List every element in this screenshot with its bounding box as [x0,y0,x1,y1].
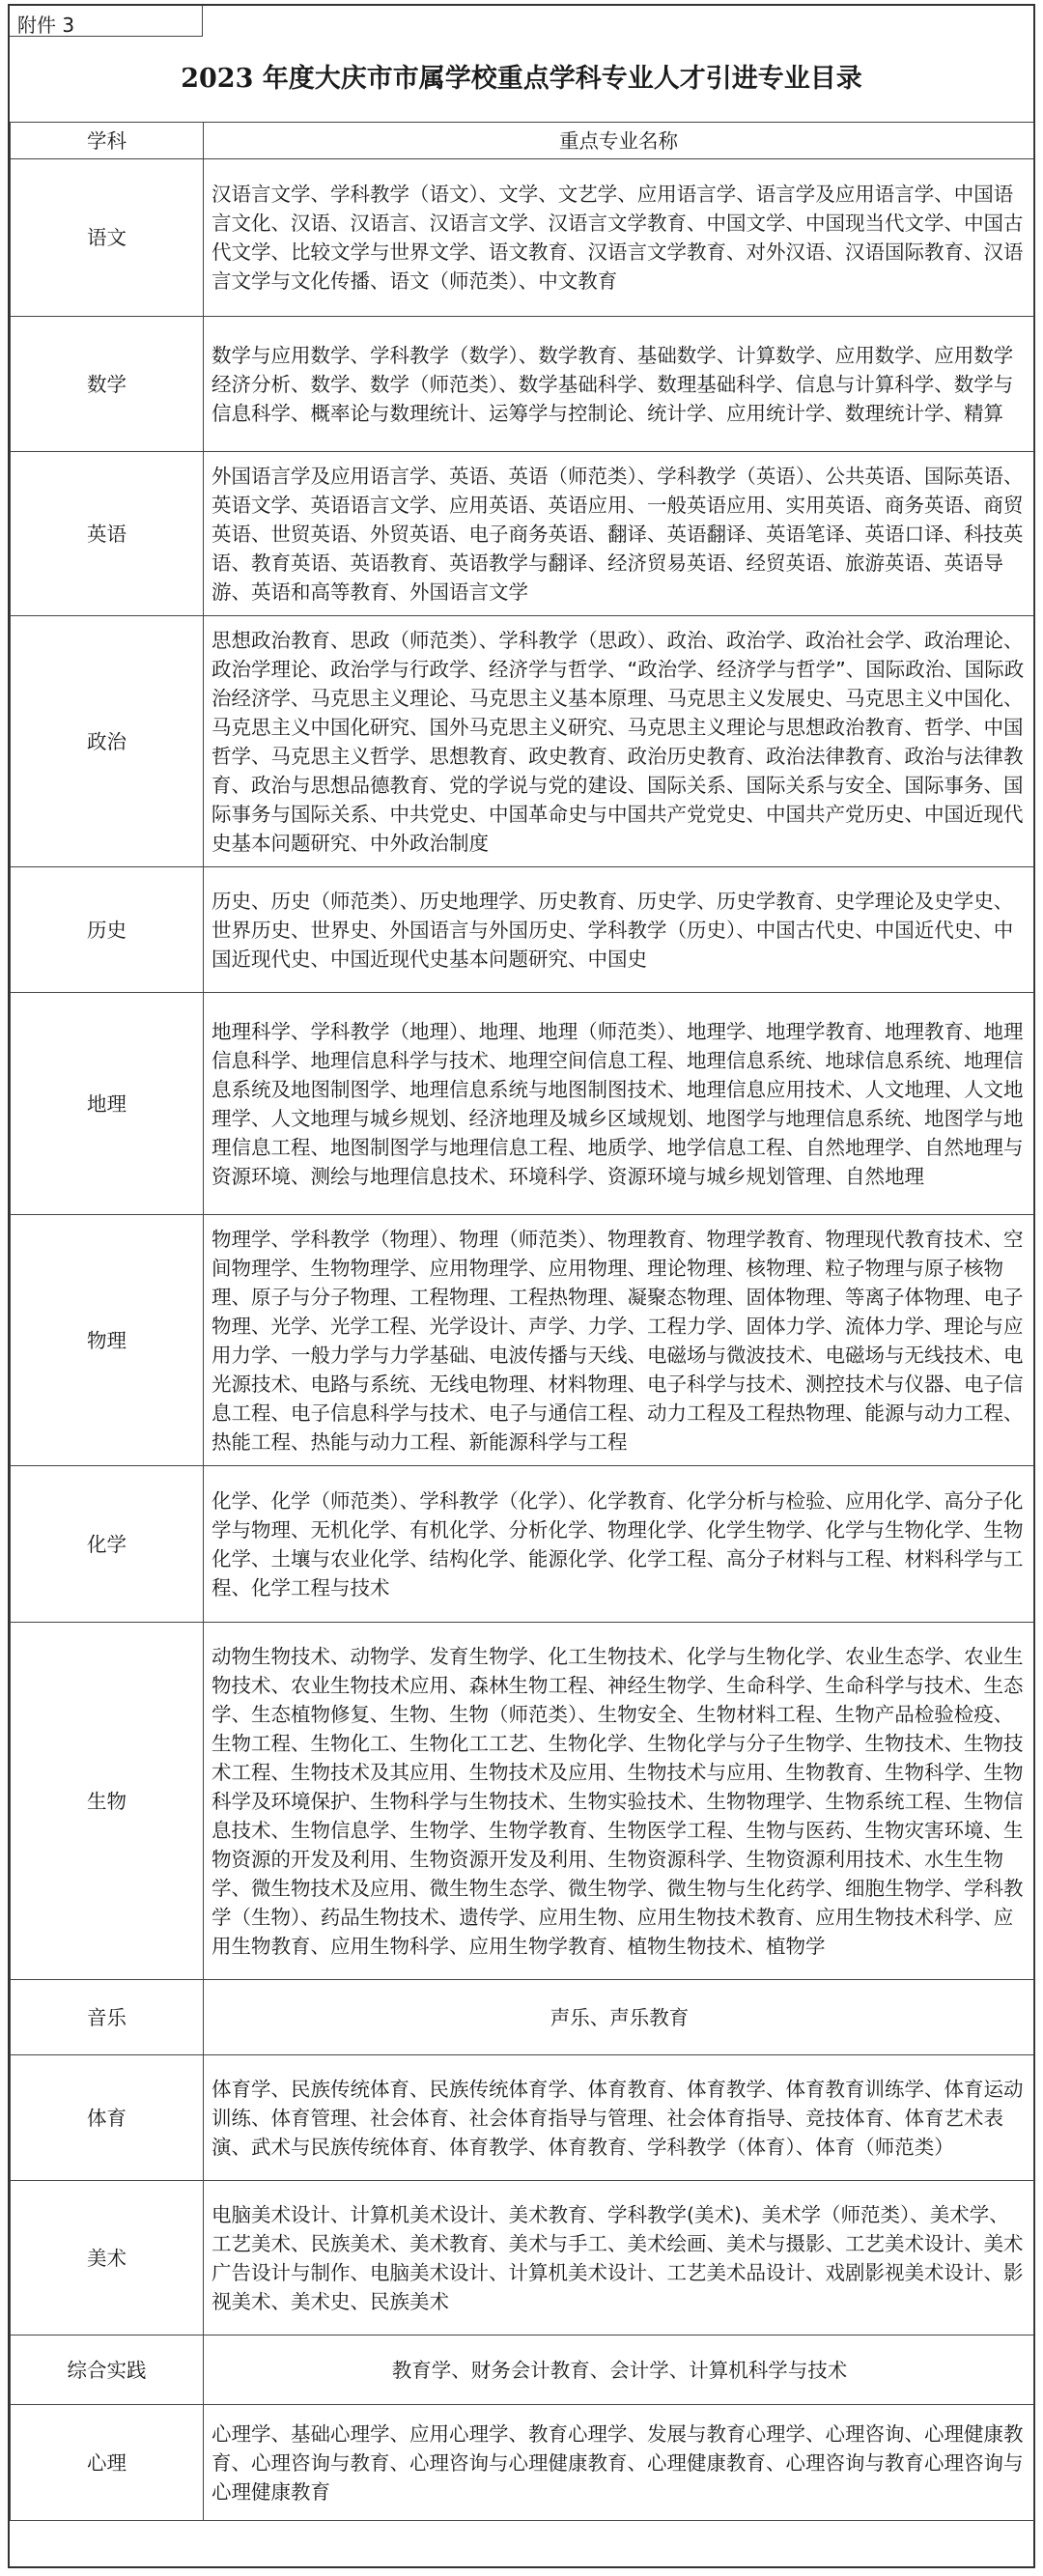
majors-cell: 电脑美术设计、计算机美术设计、美术教育、学科教学(美术)、美术学（师范类）、美术学、工艺美术、民族美术、美术教育、美术与手工、美术绘画、美术与摄影、工艺美术设计、美术广告设计与制作、电脑美术设计、计算机美术设计、工艺美术品设计、戏剧影视美术设计、影视美术、美术史、民族美术 [204,2181,1034,2335]
subject-cell: 数学 [11,317,204,452]
table-row [11,1623,1034,1980]
majors-cell: 动物生物技术、动物学、发育生物学、化工生物技术、化学与生物化学、农业生态学、农业生物技术、农业生物技术应用、森林生物工程、神经生物学、生命科学、生命科学与技术、生态学、生态植物修复、生物、生物（师范类）、生物安全、生物材料工程、生物产品检验检疫、生物工程、生物化工、生物化工工艺、生物化学、生物化学与分子生物学、生物技术、生物技术工程、生物技术及其应用、生物技术及应用、生物技术与应用、生物教育、生物科学、生物科学及环境保护、生物科学与生物技术、生物实验技术、生物物理学、生物系统工程、生物信息技术、生物信息学、生物学、生物学教育、生物医学工程、生物与医药、生物灾害环境、生物资源的开发及利用、生物资源开发及利用、生物资源科学、生物资源利用技术、水生生物学、微生物技术及应用、微生物生态学、微生物学、微生物与生化药学、细胞生物学、学科教学（生物）、药品生物技术、遗传学、应用生物、应用生物技术教育、应用生物技术科学、应用生物教育、应用生物科学、应用生物学教育、植物生物技术、植物学 [204,1623,1034,1980]
majors-cell: 心理学、基础心理学、应用心理学、教育心理学、发展与教育心理学、心理咨询、心理健康教育、心理咨询与教育、心理咨询与心理健康教育、心理健康教育、心理咨询与教育心理咨询与心理健康教育 [204,2405,1034,2521]
majors-cell: 化学、化学（师范类）、学科教学（化学）、化学教育、化学分析与检验、应用化学、高分子化学与物理、无机化学、有机化学、分析化学、物理化学、化学生物学、化学与生物化学、生物化学、土壤与农业化学、结构化学、能源化学、化学工程、高分子材料与工程、材料科学与工程、化学工程与技术 [204,1466,1034,1623]
table-row [11,159,1034,317]
majors-cell: 数学与应用数学、学科教学（数学）、数学教育、基础数学、计算数学、应用数学、应用数学经济分析、数学、数学（师范类）、数学基础科学、数理基础科学、信息与计算科学、数学与信息科学、概率论与数理统计、运筹学与控制论、统计学、应用统计学、数理统计学、精算 [204,317,1034,452]
majors-cell: 汉语言文学、学科教学（语文）、文学、文艺学、应用语言学、语言学及应用语言学、中国语言文化、汉语、汉语言、汉语言文学、汉语言文学教育、中国文学、中国现当代文学、中国古代文学、比较文学与世界文学、语文教育、汉语言文学教育、对外汉语、汉语国际教育、汉语言文学与文化传播、语文（师范类）、中文教育 [204,159,1034,317]
table-row [11,2181,1034,2335]
table-row [11,1980,1034,2055]
subject-cell: 历史 [11,867,204,993]
table-row [11,452,1034,616]
subject-cell: 物理 [11,1215,204,1466]
subject-cell: 语文 [11,159,204,317]
majors-cell: 声乐、声乐教育 [204,1980,1034,2055]
majors-cell: 体育学、民族传统体育、民族传统体育学、体育教育、体育教学、体育教育训练学、体育运动训练、体育管理、社会体育、社会体育指导与管理、社会体育指导、竞技体育、体育艺术表演、武术与民族传统体育、体育教学、体育教育、学科教学（体育）、体育（师范类） [204,2055,1034,2181]
table-row [11,1466,1034,1623]
majors-cell: 历史、历史（师范类）、历史地理学、历史教育、历史学、历史学教育、史学理论及史学史、世界历史、世界史、外国语言与外国历史、学科教学（历史）、中国古代史、中国近代史、中国近现代史、中国近现代史基本问题研究、中国史 [204,867,1034,993]
majors-cell: 物理学、学科教学（物理）、物理（师范类）、物理教育、物理学教育、物理现代教育技术、空间物理学、生物物理学、应用物理学、应用物理、理论物理、核物理、粒子物理与原子核物理、原子与分子物理、工程物理、工程热物理、凝聚态物理、固体物理、等离子体物理、电子物理、光学、光学工程、光学设计、声学、力学、工程力学、固体力学、流体力学、理论与应用力学、一般力学与力学基础、电波传播与天线、电磁场与微波技术、电磁场与无线技术、电光源技术、电路与系统、无线电物理、材料物理、电子科学与技术、测控技术与仪器、电子信息工程、电子信息科学与技术、电子与通信工程、动力工程及工程热物理、能源与动力工程、热能工程、热能与动力工程、新能源科学与工程 [204,1215,1034,1466]
table-row [11,616,1034,867]
table-row [11,2405,1034,2521]
subject-cell: 心理 [11,2405,204,2521]
majors-cell: 地理科学、学科教学（地理）、地理、地理（师范类）、地理学、地理学教育、地理教育、地理信息科学、地理信息科学与技术、地理空间信息工程、地理信息系统、地球信息系统、地理信息系统及地图制图学、地理信息系统与地图制图技术、地理信息应用技术、人文地理、人文地理学、人文地理与城乡规划、经济地理及城乡区域规划、地图学与地理信息系统、地图学与地理信息工程、地图制图学与地理信息工程、地质学、地学信息工程、自然地理学、自然地理与资源环境、测绘与地理信息技术、环境科学、资源环境与城乡规划管理、自然地理 [204,993,1034,1215]
subject-cell: 综合实践 [11,2335,204,2405]
header-majors: 重点专业名称 [204,123,1034,159]
table-row [11,1215,1034,1466]
subject-cell: 政治 [11,616,204,867]
table-row [11,2055,1034,2181]
header-subject: 学科 [11,123,204,159]
subject-cell: 英语 [11,452,204,616]
table-row [11,867,1034,993]
table-row [11,2335,1034,2405]
table-header-row [11,123,1034,159]
majors-cell: 思想政治教育、思政（师范类）、学科教学（思政）、政治、政治学、政治社会学、政治理论、政治学理论、政治学与行政学、经济学与哲学、“政治学、经济学与哲学”、国际政治、国际政治经济学、马克思主义理论、马克思主义基本原理、马克思主义发展史、马克思主义中国化、马克思主义中国化研究、国外马克思主义研究、马克思主义理论与思想政治教育、哲学、中国哲学、马克思主义哲学、思想教育、政史教育、政治历史教育、政治法律教育、政治与法律教育、政治与思想品德教育、党的学说与党的建设、国际关系、国际关系与安全、国际事务、国际事务与国际关系、中共党史、中国革命史与中国共产党党史、中国共产党历史、中国近现代史基本问题研究、中外政治制度 [204,616,1034,867]
subject-cell: 地理 [11,993,204,1215]
majors-cell: 教育学、财务会计教育、会计学、计算机科学与技术 [204,2335,1034,2405]
subject-cell: 美术 [11,2181,204,2335]
subject-cell: 体育 [11,2055,204,2181]
majors-table [10,122,1034,2521]
table-row [11,317,1034,452]
subject-cell: 生物 [11,1623,204,1980]
table-row [11,993,1034,1215]
document-sheet [8,4,1035,2568]
subject-cell: 音乐 [11,1980,204,2055]
majors-cell: 外国语言学及应用语言学、英语、英语（师范类）、学科教学（英语）、公共英语、国际英语、英语文学、英语语言文学、应用英语、英语应用、一般英语应用、实用英语、商务英语、商贸英语、世贸英语、外贸英语、电子商务英语、翻译、英语翻译、英语笔译、英语口译、科技英语、教育英语、英语教育、英语教学与翻译、经济贸易英语、经贸英语、旅游英语、英语导游、英语和高等教育、外国语言文学 [204,452,1034,616]
subject-cell: 化学 [11,1466,204,1623]
attachment-label: 附件 3 [10,6,203,37]
page-title: 2023 年度大庆市市属学校重点学科专业人才引进专业目录 [10,37,1033,123]
